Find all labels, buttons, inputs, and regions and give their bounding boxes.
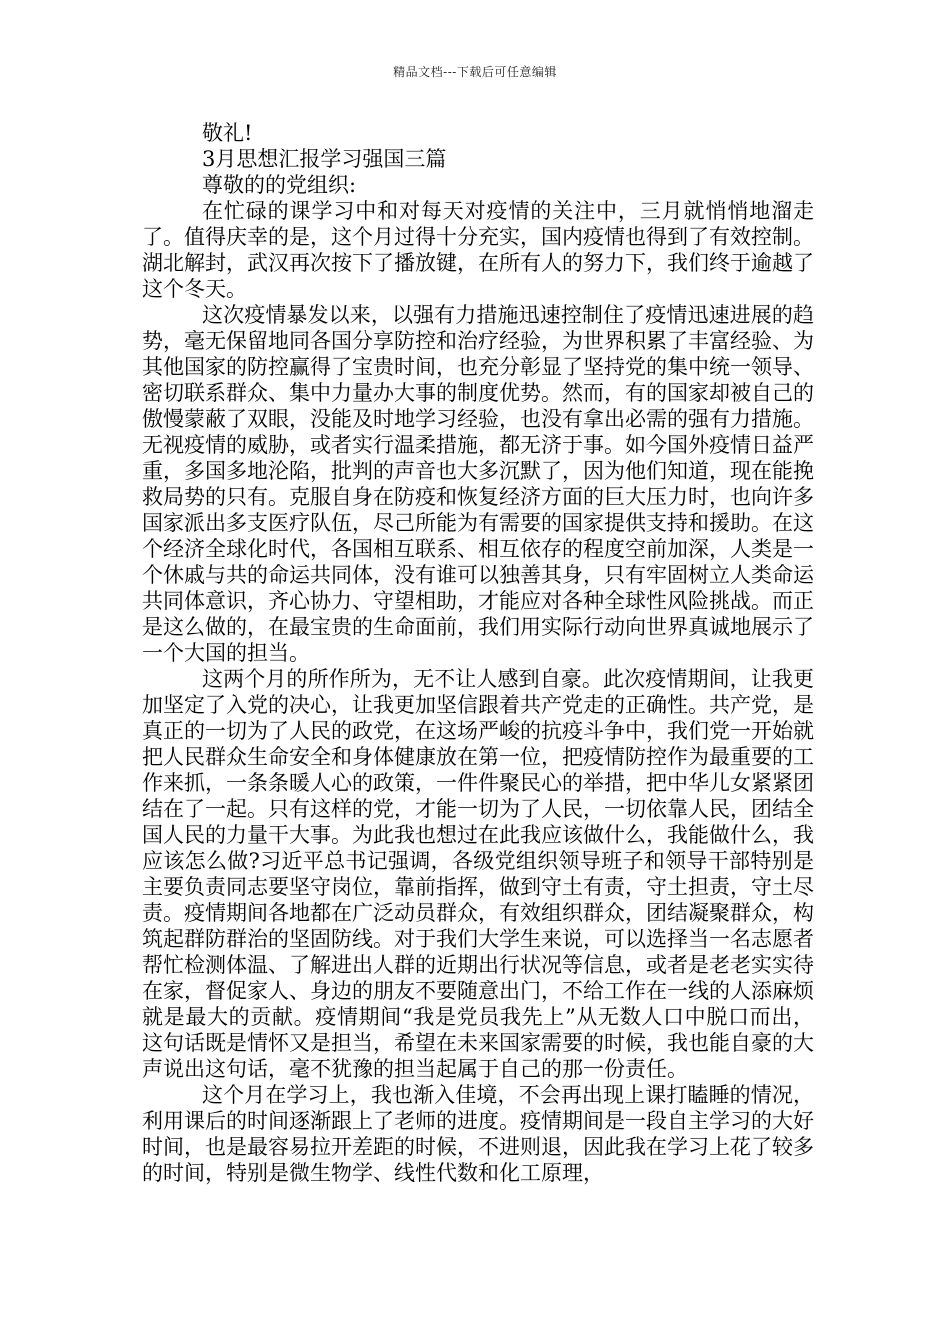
document-title: 3月思想汇报学习强国三篇 (202, 147, 447, 171)
paragraph: 这两个月的所作所为，无不让人感到自豪。此次疫情期间，让我更加坚定了入党的决心，让我更加坚信跟着共产党走的正确性。共产党，是真正的一切为了人民的政党，在这场严峻的抗疫斗争中，我们党一开始就把人民群众生命安全和身体健康放在第一位，把疫情防控作为最重要的工作来抓，一条条暖人心的政策，一件件聚民心的举措，把中华儿女紧紧团结在了一起。只有这样的党，才能一切为了人民，一切依靠人民，团结全国人民的力量干大事。为此我也想过在此我应该做什么，我能做什么，我应该怎么做?习近平总书记强调，各级党组织领导班子和领导干部特别是主要负责同志要坚守岗位，靠前指挥，做到守土有责，守土担责，守土尽责。疫情期间各地都在广泛动员群众，有效组织群众，团结凝聚群众，构筑起群防群治的坚固防线。对于我们大学生来说，可以选择当一名志愿者帮忙检测体温、了解进出人群的近期出行状况等信息，或者是老老实实待在家，督促家人、身边的朋友不要随意出门，不给工作在一线的人添麻烦就是最大的贡献。疫情期间“我是党员我先上”从无数人口中脱口而出，这句话既是情怀又是担当，希望在未来国家需要的时候，我也能自豪的大声说出这句话，毫不犹豫的担当起属于自己的那一份责任。 (142, 667, 814, 1081)
paragraph: 这个月在学习上，我也渐入佳境，不会再出现上课打瞌睡的情况，利用课后的时间逐渐跟上了老师的进度。疫情期间是一段自主学习的大好时间，也是最容易拉开差距的时候，不进则退，因此我在学习上花了较多的时间，特别是微生物学、线性代数和化工原理， (142, 1083, 814, 1185)
page-header: 精品文档---下载后可任意编辑 (393, 65, 557, 79)
paragraph: 这次疫情暴发以来，以强有力措施迅速控制住了疫情迅速进展的趋势，毫无保留地同各国分享防控和治疗经验，为世界积累了丰富经验、为其他国家的防控赢得了宝贵时间，也充分彰显了坚持党的集中统一领导、密切联系群众、集中力量办大事的制度优势。然而，有的国家却被自己的傲慢蒙蔽了双眼，没能及时地学习经验，也没有拿出必需的强有力措施。无视疫情的威胁，或者实行温柔措施，都无济于事。如今国外疫情日益严重，多国多地沦陷，批判的声音也大多沉默了，因为他们知道，现在能挽救局势的只有。克服自身在防疫和恢复经济方面的巨大压力时，也向许多国家派出多支医疗队伍，尽己所能为有需要的国家提供支持和援助。在这个经济全球化时代，各国相互联系、相互依存的程度空前加深，人类是一个休戚与共的命运共同体，没有谁可以独善其身，只有牢固树立人类命运共同体意识，齐心协力、守望相助，才能应对各种全球性风险挑战。而正是这么做的，在最宝贵的生命面前，我们用实际行动向世界真诚地展示了一个大国的担当。 (142, 303, 814, 665)
salutation: 尊敬的的党组织: (202, 173, 357, 197)
paragraph: 在忙碌的课学习中和对每天对疫情的关注中，三月就悄悄地溜走了。值得庆幸的是，这个月过得十分充实，国内疫情也得到了有效控制。湖北解封，武汉再次按下了播放键，在所有人的努力下，我们终于逾越了这个冬天。 (142, 199, 814, 301)
closing-line: 敬礼! (202, 121, 253, 145)
document-body (142, 120, 814, 1186)
